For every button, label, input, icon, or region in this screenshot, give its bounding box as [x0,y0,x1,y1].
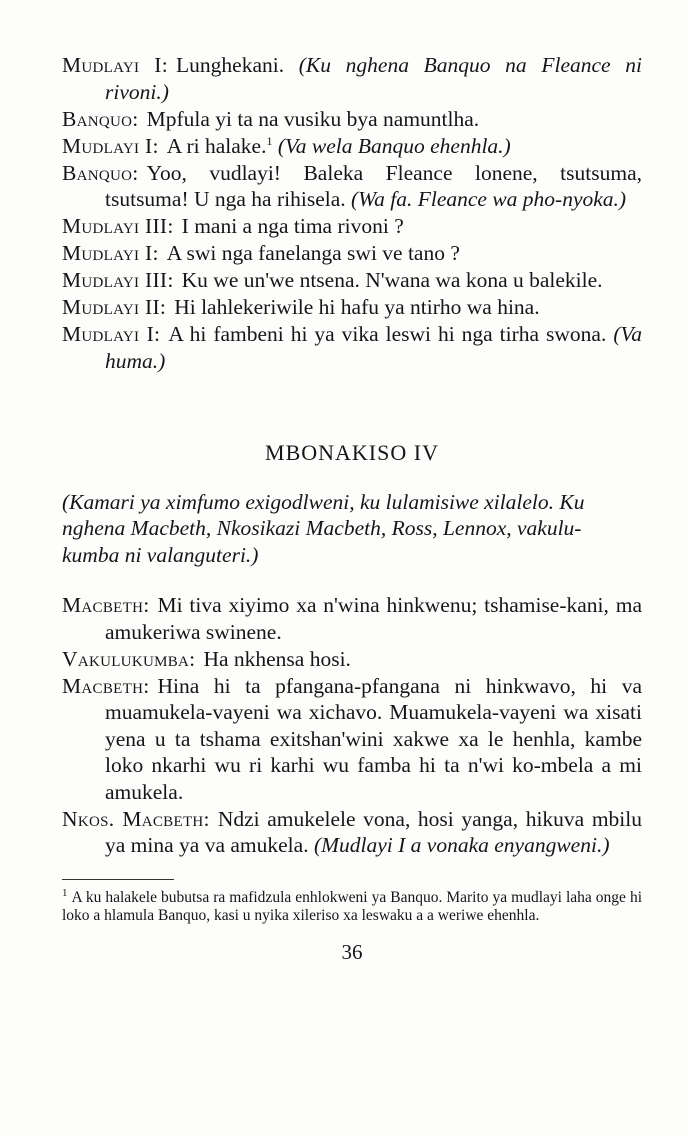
scene-direction-line: nghena Macbeth, Nkosikazi Macbeth, Ross, Lennox, vakulu- [62,516,582,540]
speech-line [62,213,642,240]
stage-direction: (Mudlayi I a vonaka enyangweni.) [313,833,610,857]
speaker-name: Mudlayi III: [62,268,174,292]
speech-text: Hina hi ta pfangana-pfangana ni hinkwavo, hi va muamukela-vayeni wa xichavo. Muamukela-vayeni wa xisati yena u ta tshama exitshan'wini xakwe xa le henhla, kambe loko nkarhi wu ri karhi wu famba hi ta n'wi ko-mbela a mi amukela. [105,673,642,804]
speech-text: Yoo, vudlayi! Baleka Fleance lonene, tsutsuma, tsutsuma! U nga ha rihisela. [105,160,642,211]
speech-line [62,267,642,294]
footnote-reference: 1 [266,133,273,148]
speech-line [62,160,642,213]
speaker-name: Mudlayi I: [62,53,169,77]
speech-text: Ndzi amukelele vona, hosi yanga, hikuva mbilu ya mina ya va amukela. [105,806,642,857]
footnote-text: A ku halakele bubutsa ra mafidzula enhlokweni ya Banquo. Marito ya mudlayi laha onge hi loko a hlamula Banquo, kasi u nyika xileriso xa leswaku a a weriwe ehenhla. [62,888,642,924]
scene-direction [62,489,642,569]
speech-text: I mani a nga tima rivoni ? [181,214,404,238]
scene-direction-line: kumba ni valanguteri.) [62,542,259,567]
footnote-marker: 1 [62,886,68,899]
speaker-name: Mudlayi I: [62,133,159,158]
speech-text: Ha nkhensa hosi. [203,646,351,671]
speech-text: Mpfula yi ta na vusiku bya namuntlha. [146,106,480,131]
speech-line [62,321,642,374]
speech-line [62,646,642,673]
footnote [62,884,642,925]
speech-line [62,806,642,859]
speech-line [62,592,642,645]
speech-line [62,673,642,806]
speech-text: A ri halake. [166,133,267,158]
speaker-name: Mudlayi I: [62,241,159,265]
scene-heading: MBONAKISO IV [265,440,439,465]
speech-text: A hi fambeni hi ya vika leswi hi nga tirha swona. [168,322,614,346]
speech-text: Mi tiva xiyimo xa n'wina hinkwenu; tshamise-kani, ma amukeriwa swinene. [105,593,642,644]
speaker-name: Mudlayi III: [62,214,174,238]
speech-line [62,133,642,160]
scene-direction-line: (Kamari ya ximfumo exigodlweni, ku lulamisiwe xilalelo. Ku [62,489,585,514]
stage-direction: (Va wela Banquo ehenhla.) [272,133,511,158]
speaker-name: Macbeth: [62,673,150,698]
stage-direction: (Ku nghena Banquo na Fleance ni rivoni.) [105,53,642,104]
stage-direction: (Wa fa. Fleance wa pho-nyoka.) [351,187,627,211]
speech-text: Lunghekani. [176,53,299,77]
speaker-name: Macbeth: [62,593,150,617]
speaker-name: Mudlayi I: [62,322,161,346]
speaker-name: Mudlayi II: [62,295,167,319]
speech-line [62,240,642,267]
speaker-name: Vakulukumba: [62,646,196,671]
speaker-name: Banquo: [62,106,139,131]
footnote-divider [62,879,174,880]
stage-direction: (Va huma.) [105,322,642,373]
speech-text: Ku we un'we ntsena. N'wana wa kona u balekile. [181,268,603,292]
page-text [62,52,642,965]
speech-text: A swi nga fanelanga swi ve tano ? [166,241,460,265]
speaker-name: Banquo: [62,160,139,185]
page-number: 36 [341,939,363,964]
dialogue-bottom [62,592,642,859]
dialogue-top [62,52,642,374]
speech-line [62,52,642,105]
speech-line [62,294,642,321]
speech-text: Hi lahlekeriwile hi hafu ya ntirho wa hina. [174,295,540,319]
speaker-name: Nkos. Macbeth: [62,806,210,831]
speech-line [62,106,642,133]
